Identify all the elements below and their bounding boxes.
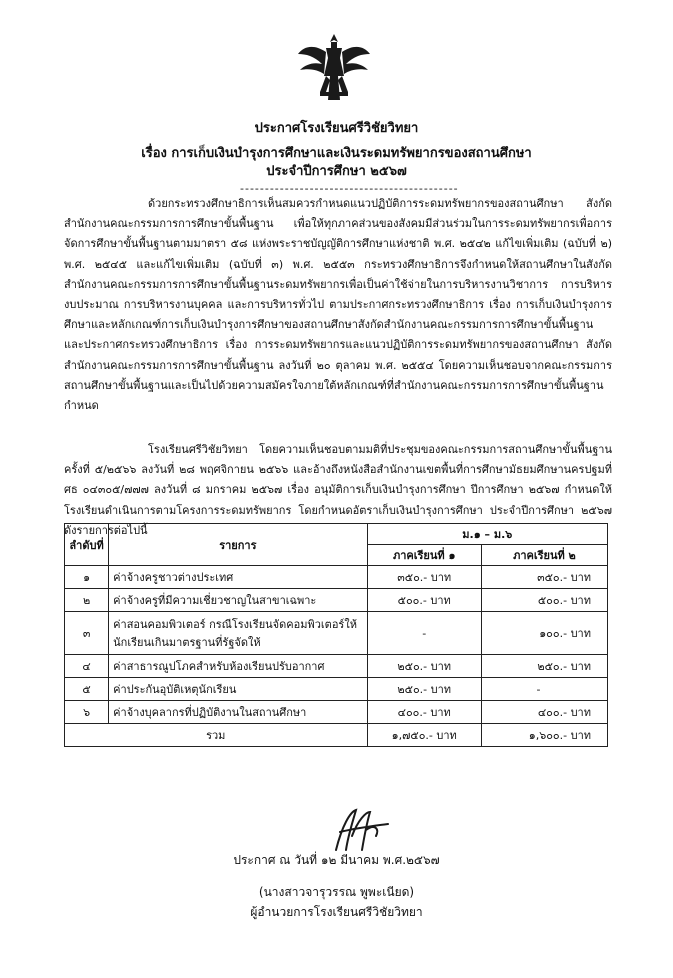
row-item: ค่าจ้างครูที่มีความเชี่ยวชาญในสาขาเฉพาะ [109,589,367,612]
signer-position: ผู้อำนวยการโรงเรียนศรีวิชัยวิทยา [250,905,423,919]
garuda-emblem-icon [296,30,372,106]
announcement-year: ประจำปีการศึกษา ๒๕๖๗ [266,164,407,179]
row-no: ๖ [65,701,109,724]
row-term1: - [367,612,481,655]
table-row [65,701,608,724]
table-row [65,589,608,612]
fee-table [64,523,608,747]
row-item: ค่าสาธารณูปโภคสำหรับห้องเรียนปรับอากาศ [109,655,367,678]
row-item: ค่าสอนคอมพิวเตอร์ กรณีโรงเรียนจัดคอมพิวเตอร์ให้นักเรียนเกินมาตรฐานที่รัฐจัดให้ [109,612,367,655]
body-paragraph-1: ด้วยกระทรวงศึกษาธิการเห็นสมควรกำหนดแนวปฏิบัติการระดมทรัพยากรของสถานศึกษา สังกัดสำนักงานคณะกรรมการการศึกษาขั้นพื้นฐาน เพื่อให้ทุกภาคส่วนของสังคมมีส่วนร่วมในการระดมทรัพยากรเพื่อการจัดการศึกษาขั้นพื้นฐานตามมาตรา ๕๘ แห่งพระราชบัญญัติการศึกษาแห่งชาติ พ.ศ. ๒๕๔๒ แก้ไขเพิ่มเติม (ฉบับที่ ๒) พ.ศ. ๒๕๔๕ และแก้ไขเพิ่มเติม (ฉบับที่ ๓) พ.ศ. ๒๕๕๓ กระทรวงศึกษาธิการจึงกำหนดให้สถานศึกษาในสังกัดสำนักงานคณะกรรมการการศึกษาขั้นพื้นฐานระดมทรัพยากรเพื่อเป็นค่าใช้จ่ายในการบริหารงานวิชาการ การบริหารงบประมาณ การบริหารงานบุคคล และการบริหารทั่วไป ตามประกาศกระทรวงศึกษาธิการ เรื่อง การเก็บเงินบำรุงการศึกษาและหลักเกณฑ์การเก็บเงินบำรุงการศึกษาของสถานศึกษาสังกัดสำนักงานคณะกรรมการการศึกษาขั้นพื้นฐาน และประกาศกระทรวงศึกษาธิการ เรื่อง การระดมทรัพยากรและแนวปฏิบัติการระดมทรัพยากรของสถานศึกษา สังกัดสำนักงานคณะกรรมการการศึกษาขั้นพื้นฐาน ลงวันที่ ๒๐ ตุลาคม พ.ศ. ๒๕๕๔ โดยความเห็นชอบจากคณะกรรมการสถานศึกษาขั้นพื้นฐานและเป็นไปด้วยความสมัครใจภายใต้หลักเกณฑ์ที่สำนักงานคณะกรรมการการศึกษาขั้นพื้นฐานกำหนด [64,197,612,413]
row-item: ค่าจ้างครูชาวต่างประเทศ [109,566,367,589]
announcement-title: ประกาศโรงเรียนศรีวิชัยวิทยา [254,121,419,136]
table-header-row [65,524,608,545]
signature-icon [322,806,394,854]
total-term1: ๑,๗๕๐.- บาท [367,724,481,747]
announcement-subject: เรื่อง การเก็บเงินบำรุงการศึกษาและเงินระดมทรัพยากรของสถานศึกษา [141,146,532,161]
separator-line: -------------------------------------------- [240,182,459,195]
header-term2: ภาคเรียนที่ ๒ [481,545,607,566]
row-term2: ๔๐๐.- บาท [481,701,607,724]
row-term2: ๒๕๐.- บาท [481,655,607,678]
announcement-date: ประกาศ ณ วันที่ ๑๒ มีนาคม พ.ศ.๒๕๖๗ [233,853,440,867]
header-term1: ภาคเรียนที่ ๑ [367,545,481,566]
row-item: ค่าประกันอุบัติเหตุนักเรียน [109,678,367,701]
table-row [65,566,608,589]
table-row [65,678,608,701]
row-term2: - [481,678,607,701]
header-item: รายการ [109,524,367,566]
row-term1: ๔๐๐.- บาท [367,701,481,724]
row-no: ๓ [65,612,109,655]
body-paragraph-2: โรงเรียนศรีวิชัยวิทยา โดยความเห็นชอบตามมติที่ประชุมของคณะกรรมการสถานศึกษาขั้นพื้นฐาน ครั้งที่ ๕/๒๕๖๖ ลงวันที่ ๒๘ พฤศจิกายน ๒๕๖๖ และอ้างถึงหนังสือสำนักงานเขตพื้นที่การศึกษามัธยมศึกษานครปฐมที่ ศธ ๐๔๓๐๕/๗๗๗ ลงวันที่ ๘ มกราคม ๒๕๖๗ เรื่อง อนุมัติการเก็บเงินบำรุงการศึกษา ปีการศึกษา ๒๕๖๗ กำหนดให้โรงเรียนดำเนินการตามโครงการระดมทรัพยากร โดยกำหนดอัตราเก็บเงินบำรุงการศึกษา ประจำปีการศึกษา ๒๕๖๗ ดังรายการต่อไปนี้ [64,443,612,537]
header-level: ม.๑ – ม.๖ [367,524,607,545]
row-term1: ๒๕๐.- บาท [367,655,481,678]
signer-name: (นางสาวจารุวรรณ พูพะเนียด) [258,885,415,899]
row-term2: ๕๐๐.- บาท [481,589,607,612]
header-no: ลำดับที่ [65,524,109,566]
total-term2: ๑,๖๐๐.- บาท [481,724,607,747]
row-term1: ๒๕๐.- บาท [367,678,481,701]
table-row [65,612,608,655]
row-term2: ๑๐๐.- บาท [481,612,607,655]
row-term1: ๓๕๐.- บาท [367,566,481,589]
row-no: ๕ [65,678,109,701]
row-no: ๒ [65,589,109,612]
row-no: ๑ [65,566,109,589]
row-term2: ๓๕๐.- บาท [481,566,607,589]
row-term1: ๕๐๐.- บาท [367,589,481,612]
row-no: ๔ [65,655,109,678]
table-row [65,655,608,678]
total-label: รวม [65,724,368,747]
row-item: ค่าจ้างบุคลากรที่ปฏิบัติงานในสถานศึกษา [109,701,367,724]
table-total-row [65,724,608,747]
